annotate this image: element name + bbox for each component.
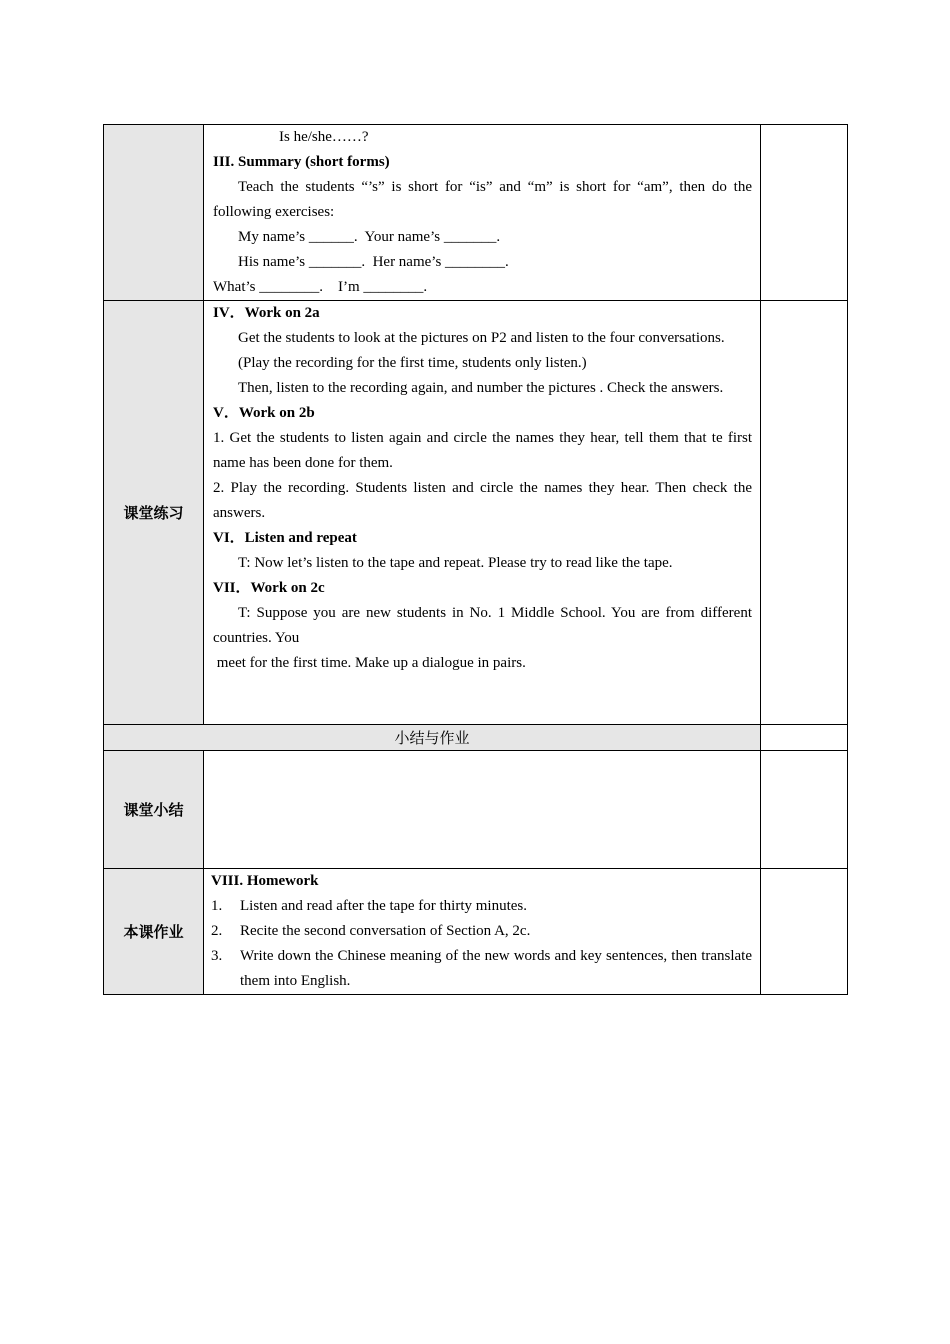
exercise-line-3: What’s ________. I’m ________. [213,279,428,295]
procedure-cell [204,125,761,301]
practice-line: Get the students to look at the pictures on P2 and listen to the four conversations. [238,330,725,346]
class-summary-row [104,751,848,869]
notes-cell [761,301,848,725]
exercise-line-2: His name’s _______. Her name’s ________. [238,254,509,270]
practice-line: T: Suppose you are new students in No. 1 Middle School. You are from different countries. You [213,605,752,646]
summary-heading: III. Summary (short forms) [213,154,390,170]
practice-line: (Play the recording for the first time, students only listen.) [238,355,587,371]
practice-line: Then, listen to the recording again, and number the pictures . Check the answers. [238,380,724,396]
list-item [211,919,752,944]
notes-cell [761,125,848,301]
row-label-practice: 课堂练习 [104,301,204,725]
heading-2c: VII．Work on 2c [213,580,325,596]
list-number: 2. [211,923,223,939]
list-item [211,944,752,994]
list-text: Recite the second conversation of Section A, 2c. [240,923,531,939]
classroom-practice-row [104,301,848,725]
list-text: Listen and read after the tape for thirty minutes. [240,898,527,914]
notes-cell [761,725,848,751]
homework-cell [204,869,761,995]
practice-line: meet for the first time. Make up a dialogue in pairs. [213,655,526,671]
list-item [211,894,752,919]
list-number: 1. [211,898,223,914]
list-number: 3. [211,948,223,964]
homework-row [104,869,848,995]
heading-2a: IV．Work on 2a [213,305,320,321]
notes-cell [761,751,848,869]
notes-cell [761,869,848,995]
practice-cell [204,301,761,725]
row-label-empty [104,125,204,301]
question-line: Is he/she……? [279,129,369,145]
exercise-line-1: My name’s ______. Your name’s _______. [238,229,501,245]
summary-homework-header: 小结与作业 [104,725,761,751]
practice-line: 1. Get the students to listen again and circle the names they hear, tell them that te first name has been done for them. [213,430,752,471]
row-label-homework: 本课作业 [104,869,204,995]
lesson-plan-table [103,124,848,995]
section-header-row [104,725,848,751]
heading-2b: V．Work on 2b [213,405,315,421]
row-label-summary: 课堂小结 [104,751,204,869]
homework-heading: VIII. Homework [211,873,319,889]
summary-cell [204,751,761,869]
practice-line: 2. Play the recording. Students listen and circle the names they hear. Then check the answers. [213,480,752,521]
heading-repeat: VI．Listen and repeat [213,530,357,546]
procedure-row-continued [104,125,848,301]
practice-line: T: Now let’s listen to the tape and repeat. Please try to read like the tape. [238,555,673,571]
summary-instruction: Teach the students “’s” is short for “is” and “m” is short for “am”, then do the following exercises: [213,179,752,220]
list-text: Write down the Chinese meaning of the new words and key sentences, then translate them into English. [240,948,752,989]
